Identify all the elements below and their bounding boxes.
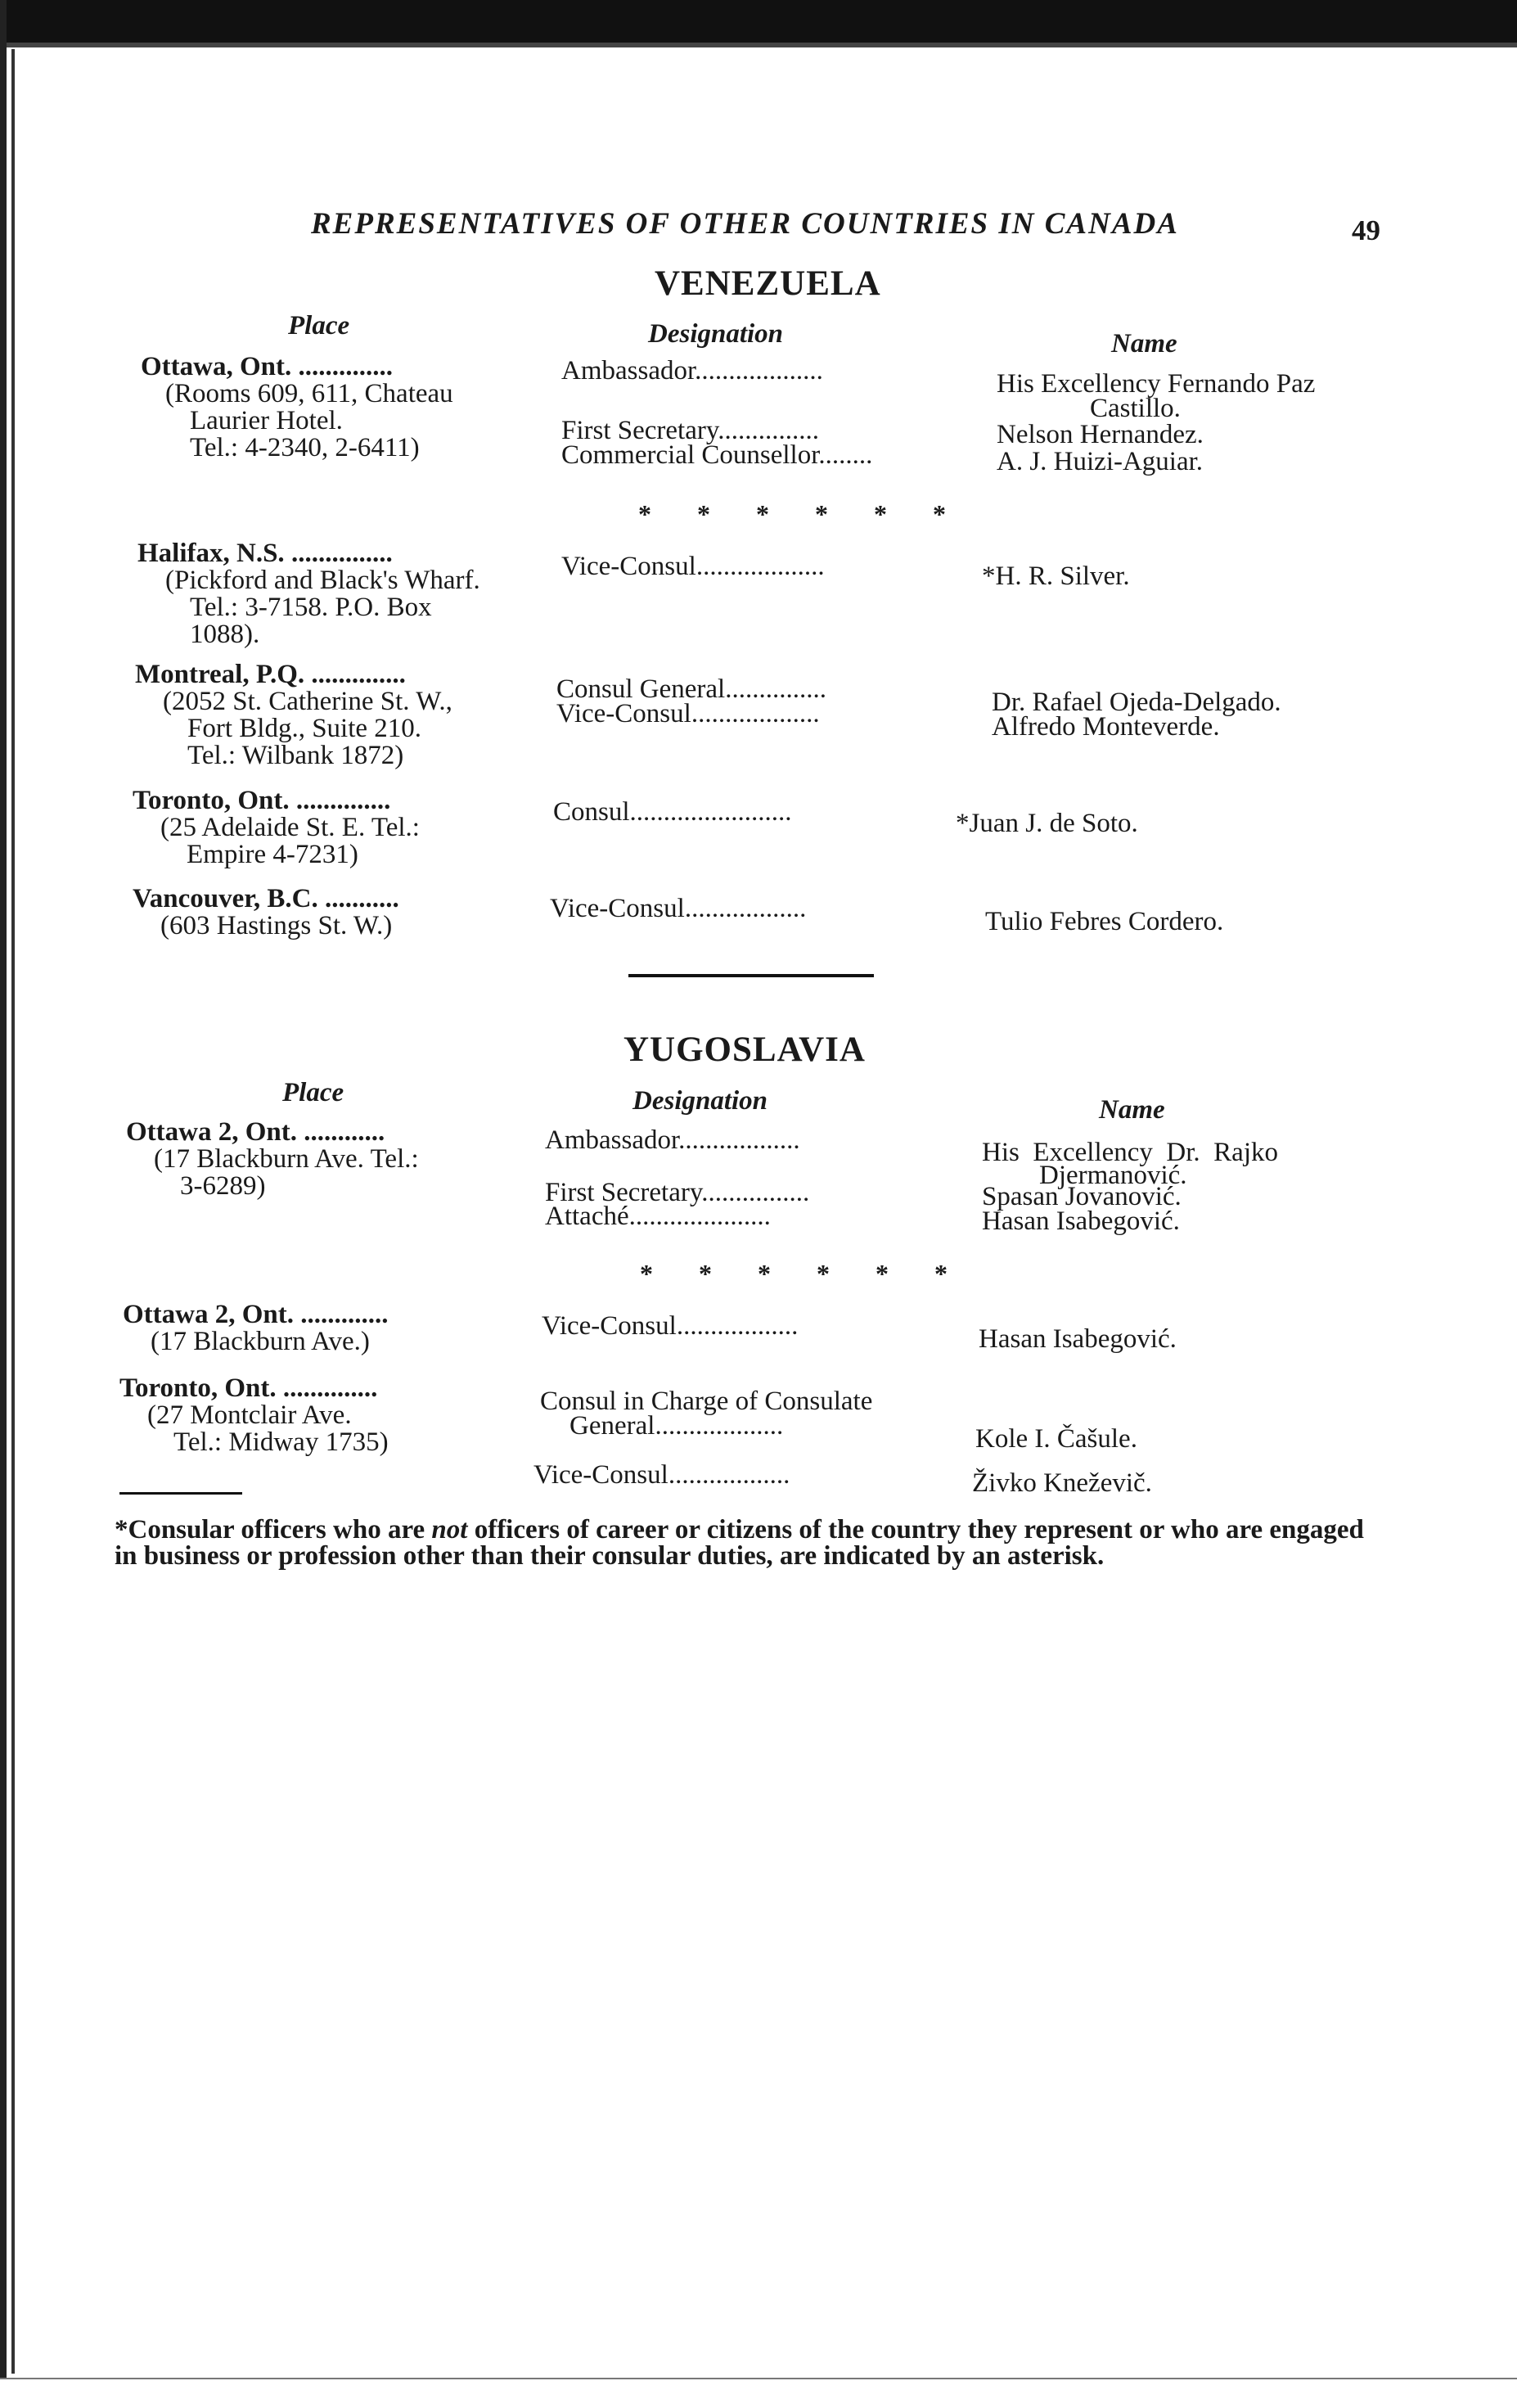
place-address: (Rooms 609, 611, Chateau <box>165 379 453 408</box>
person-name: Hasan Isabegović. <box>979 1324 1177 1354</box>
place-address: Empire 4-7231) <box>187 840 358 869</box>
person-name: *H. R. Silver. <box>982 561 1130 591</box>
place-address: (Pickford and Black's Wharf. <box>165 566 480 595</box>
designation: Consul in Charge of Consulate <box>540 1387 873 1416</box>
person-name: Castillo. <box>1090 394 1181 423</box>
place-address: (27 Montclair Ave. <box>147 1400 352 1430</box>
scan-left-edge <box>11 49 15 2374</box>
place-entry <box>135 661 452 769</box>
separator-stars: * * * * * * <box>638 499 966 529</box>
place-name: Vancouver, B.C. ........... <box>133 884 399 913</box>
person-name: Spasan Jovanović. <box>982 1182 1182 1211</box>
designation: First Secretary................ <box>545 1178 810 1207</box>
designation: Vice-Consul.................. <box>550 894 807 923</box>
designation: Vice-Consul.................. <box>542 1311 799 1341</box>
place-address: (603 Hastings St. W.) <box>160 911 393 940</box>
footnote: *Consular officers who are not officers of career or citizens of the country they represent or who are engaged in business or profession other than their consular duties, are indicated by an asterisk. <box>115 1515 1364 1571</box>
place-address: Tel.: 3-7158. P.O. Box <box>190 593 432 622</box>
place-address: Fort Bldg., Suite 210. <box>187 714 422 743</box>
section-divider <box>628 974 874 977</box>
person-name: *Juan J. de Soto. <box>956 809 1138 838</box>
place-entry <box>141 354 453 462</box>
place-address: (17 Blackburn Ave.) <box>151 1327 370 1356</box>
designation: Consul........................ <box>553 797 792 827</box>
place-address: (2052 St. Catherine St. W., <box>163 687 452 716</box>
col-header-designation: Designation <box>648 319 784 349</box>
place-entry <box>133 787 420 868</box>
col-header-place: Place <box>288 311 350 340</box>
designation: Ambassador.................. <box>545 1125 800 1155</box>
person-name: Hasan Isabegović. <box>982 1206 1180 1236</box>
section-title-yugoslavia: YUGOSLAVIA <box>623 1030 866 1069</box>
designation: Consul General............... <box>556 674 826 704</box>
designation: Vice-Consul.................. <box>533 1460 790 1490</box>
designation: Vice-Consul................... <box>561 552 825 581</box>
person-name: His Excellency Fernando Paz <box>997 369 1316 399</box>
place-entry <box>119 1375 389 1456</box>
place-name: Montreal, P.Q. .............. <box>135 660 406 689</box>
person-name: Kole I. Čašule. <box>975 1424 1137 1454</box>
designation: General................... <box>569 1411 784 1441</box>
place-name: Toronto, Ont. .............. <box>119 1373 378 1403</box>
place-name: Ottawa 2, Ont. ............ <box>126 1117 385 1147</box>
footnote-rule <box>119 1492 242 1495</box>
place-address: Tel.: 4-2340, 2-6411) <box>190 433 420 462</box>
place-address: Tel.: Midway 1735) <box>173 1427 389 1457</box>
place-entry <box>123 1301 389 1355</box>
person-name: Djermanović. <box>1039 1161 1187 1190</box>
col-header-place: Place <box>282 1078 344 1107</box>
place-address: (17 Blackburn Ave. Tel.: <box>154 1144 419 1174</box>
person-name: Dr. Rafael Ojeda-Delgado. <box>992 688 1281 717</box>
col-header-designation: Designation <box>632 1086 768 1116</box>
place-name: Ottawa, Ont. .............. <box>141 352 393 381</box>
person-name: A. J. Huizi-Aguiar. <box>997 447 1204 476</box>
place-entry <box>126 1119 419 1200</box>
col-header-name: Name <box>1099 1095 1165 1125</box>
designation: Vice-Consul................... <box>556 699 820 728</box>
designation: Attaché..................... <box>545 1202 771 1231</box>
place-name: Halifax, N.S. ............... <box>137 539 393 568</box>
page-number: 49 <box>1352 214 1380 246</box>
scan-left-border <box>0 0 7 2406</box>
place-name: Ottawa 2, Ont. ............. <box>123 1300 389 1329</box>
designation: First Secretary............... <box>561 416 819 445</box>
place-address: (25 Adelaide St. E. Tel.: <box>160 813 420 842</box>
place-address: 3-6289) <box>180 1171 266 1201</box>
designation: Commercial Counsellor........ <box>561 440 873 470</box>
designation: Ambassador................... <box>561 356 823 386</box>
person-name: His Excellency Dr. Rajko <box>982 1138 1279 1167</box>
scan-top-border <box>0 0 1517 43</box>
person-name: Tulio Febres Cordero. <box>985 907 1224 936</box>
place-entry <box>133 886 399 940</box>
place-name: Toronto, Ont. .............. <box>133 786 391 815</box>
place-entry <box>137 540 480 648</box>
col-header-name: Name <box>1111 329 1177 358</box>
scan-bottom-edge <box>0 2378 1517 2408</box>
section-title-venezuela: VENEZUELA <box>655 264 881 303</box>
place-address: 1088). <box>190 620 260 649</box>
separator-stars: * * * * * * <box>640 1259 967 1288</box>
place-address: Laurier Hotel. <box>190 406 343 435</box>
person-name: Nelson Hernandez. <box>997 420 1204 449</box>
person-name: Alfredo Monteverde. <box>992 712 1220 742</box>
running-head: REPRESENTATIVES OF OTHER COUNTRIES IN CANADA <box>311 207 1179 241</box>
person-name: Živko Kneževič. <box>972 1468 1152 1498</box>
place-address: Tel.: Wilbank 1872) <box>187 741 404 770</box>
